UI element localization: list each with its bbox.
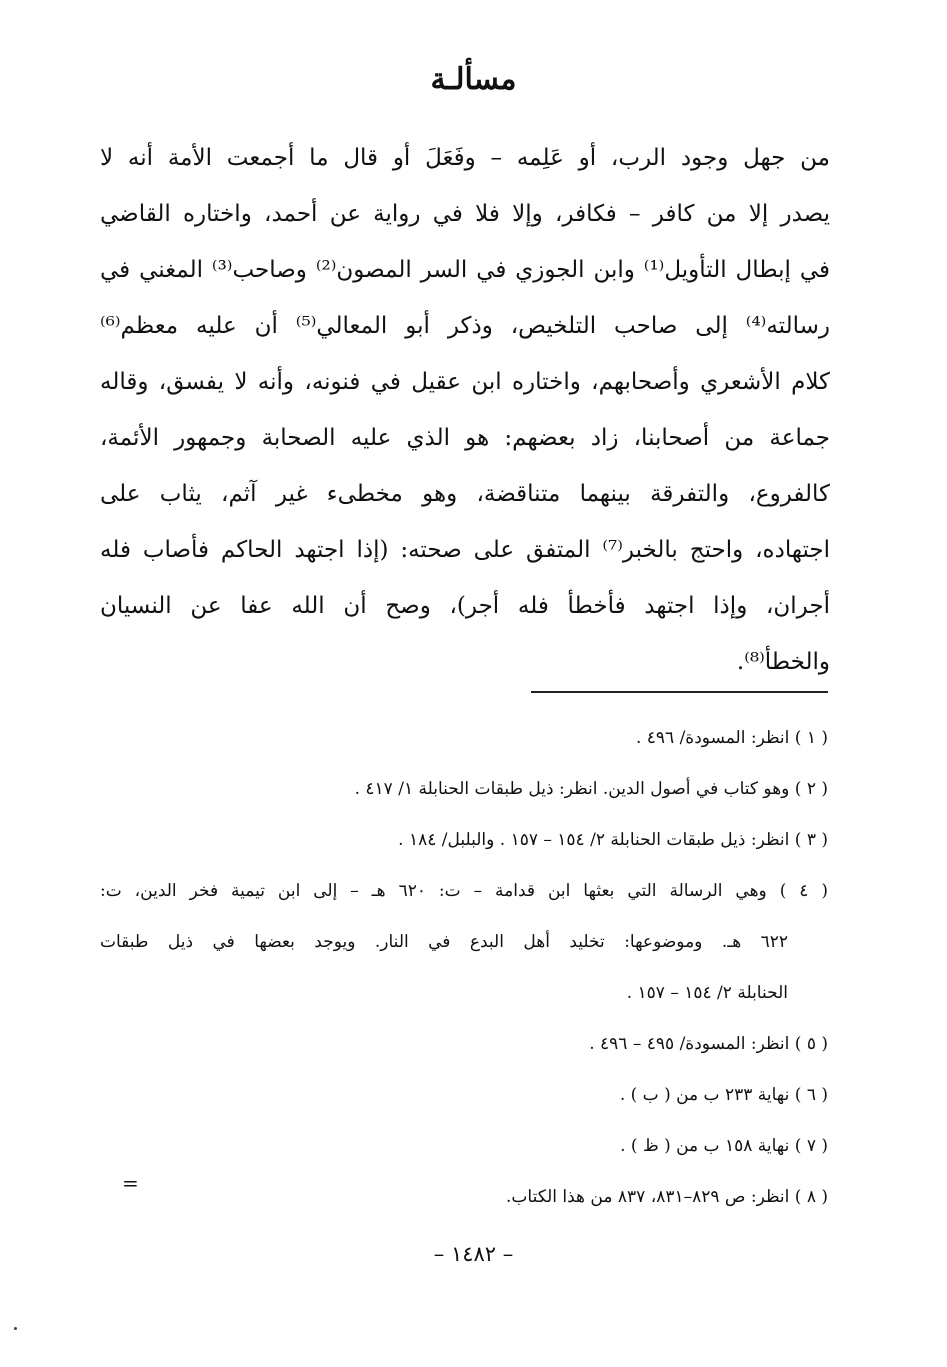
body-line: والخطأ⁽⁸⁾. [736,649,830,675]
body-line: اجتهاده، واحتج بالخبر⁽⁷⁾ المتفق على صحته: (إذا اجتهد الحاكم فأصاب فله [100,537,830,563]
footnote-1: ( ١ ) انظر: المسودة/ ٤٩٦ . [635,728,828,748]
body-line: في إبطال التأويل⁽¹⁾ وابن الجوزي في السر المصون⁽²⁾ وصاحب⁽³⁾ المغني في [100,257,830,283]
footnote-5: ( ٥ ) انظر: المسودة/ ٤٩٥ – ٤٩٦ . [589,1034,828,1054]
body-line: يصدر إلا من كافر – فكافر، وإلا فلا في رواية عن أحمد، واختاره القاضي [100,201,830,227]
main-text [100,130,830,690]
footnote-4-continuation: ٦٢٢ هـ. وموضوعها: تخليد أهل البدع في النار. ويوجد بعضها في ذيل طبقات [100,932,788,952]
continuation-mark: = [122,1171,139,1195]
footnote-2: ( ٢ ) وهو كتاب في أصول الدين. انظر: ذيل طبقات الحنابلة ١/ ٤١٧ . [354,779,828,799]
page-number: – ١٤٨٢ – [433,1242,514,1266]
page-title: مسألـة [430,62,517,97]
footnote-8: ( ٨ ) انظر: ص ٨٢٩–٨٣١، ٨٣٧ من هذا الكتاب. [506,1187,828,1207]
body-line: من جهل وجود الرب، أو عَلِمه – وفَعَلَ أو قال ما أجمعت الأمة أنه لا [100,145,830,171]
footnote-separator [531,691,828,693]
footnotes [100,713,828,1223]
body-line: جماعة من أصحابنا، زاد بعضهم: هو الذي عليه الصحابة وجمهور الأئمة، [100,425,830,451]
body-line: أجران، وإذا اجتهد فأخطأ فله أجر)، وصح أن الله عفا عن النسيان [100,593,830,619]
scan-speck [14,1327,17,1330]
body-line: كلام الأشعري وأصحابهم، واختاره ابن عقيل في فنونه، وأنه لا يفسق، وقاله [100,369,830,395]
footnote-6: ( ٦ ) نهاية ٢٣٣ ب من ( ب ) . [619,1085,828,1105]
footnote-3: ( ٣ ) انظر: ذيل طبقات الحنابلة ٢/ ١٥٤ – ١٥٧ . والبلبل/ ١٨٤ . [398,830,828,850]
footnote-7: ( ٧ ) نهاية ١٥٨ ب من ( ظ ) . [620,1136,828,1156]
footnote-4: ( ٤ ) وهي الرسالة التي بعثها ابن قدامة – ت: ٦٢٠ هـ – إلى ابن تيمية فخر الدين، ت: [100,881,828,901]
body-line: كالفروع، والتفرقة بينهما متناقضة، وهو مخطىء غير آثم، يثاب على [100,481,830,507]
body-line: رسالته⁽⁴⁾ إلى صاحب التلخيص، وذكر أبو المعالي⁽⁵⁾ أن عليه معظم⁽⁶⁾ [100,313,830,339]
footnote-4-continuation: الحنابلة ٢/ ١٥٤ – ١٥٧ . [626,983,788,1003]
